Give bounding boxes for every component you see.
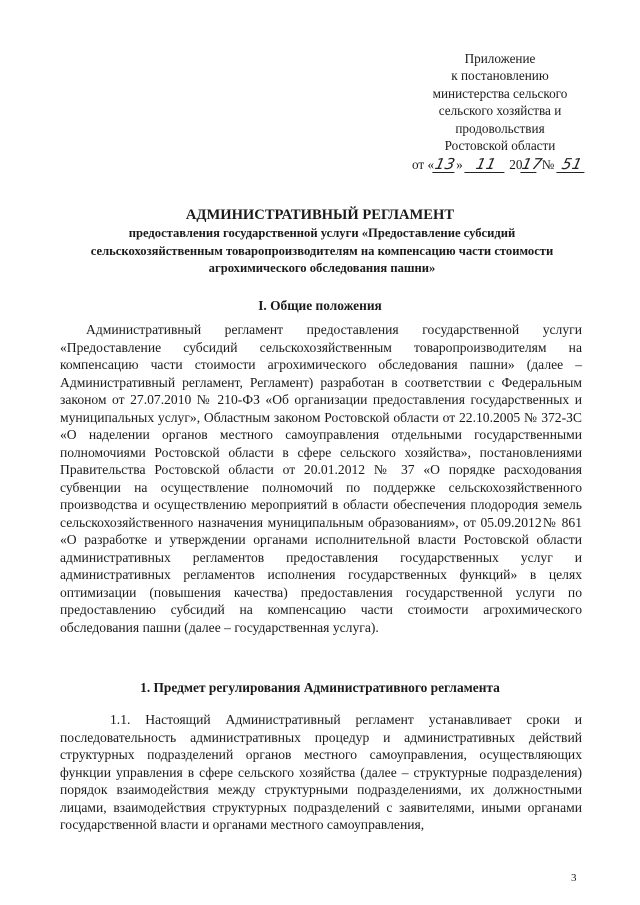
decree-date-number xyxy=(412,156,592,174)
handwritten-number: 51 xyxy=(556,157,587,173)
appendix-block xyxy=(410,50,590,154)
paragraph-general-provisions: Административный регламент предоставления государственной услуги «Предоставление субсидий сельскохозяйственным товаропроизводителям на компенсацию части стоимости агрохимического обследования пашни» (далее – Административный регламент, Регламент) разработан в соответствии с Федеральным законом от 27.07.2010 № 210-ФЗ «Об организации предоставления государственных и муниципальных услуг», Областным законом Ростовской области от 22.10.2005 № 372-ЗС «О наделении органов местного самоуправления отдельными государственными полномочиями Ростовской области в сфере сельского хозяйства», постановлениями Правительства Ростовской области от 20.01.2012 № 37 «О порядке расходования субвенции на осуществление полномочий по поддержке сельскохозяйственного производства и осуществлению мероприятий в области обеспечения плодородия земель сельскохозяйственного назначения муниципальным образованиям», от 05.09.2012№ 861 «О разработке и утверждении органами исполнительной власти Ростовской области административных регламентов предоставления государственных услуг и административных регламентов исполнения государственных функций» в целях оптимизации (повышения качества) предоставления государственной услуги по предоставлению субсидий на компенсацию части стоимости агрохимического обследования пашни (далее – государственная услуга). xyxy=(60,322,582,635)
appendix-line: продовольствия xyxy=(455,120,545,136)
date-sep: » xyxy=(456,157,463,172)
number-label: № xyxy=(541,157,555,172)
document-subtitle: предоставления государственной услуги «Предоставление субсидий сельскохозяйственным товаропроизводителям на компенсацию части стоимости агрохимического обследования пашни» xyxy=(90,226,554,275)
year-prefix: 20 xyxy=(509,157,523,172)
appendix-line: Приложение xyxy=(464,51,536,66)
appendix-line: Ростовской области xyxy=(444,138,556,154)
page-number: 3 xyxy=(571,872,577,884)
appendix-line: сельского хозяйства и xyxy=(438,103,562,119)
appendix-line: к постановлению xyxy=(451,68,549,84)
paragraph-subject: 1.1. Настоящий Административный регламент устанавливает сроки и последовательность административных процедур и административных действий структурных подразделений органов местного самоуправления, осуществляющих функции управления в сфере сельского хозяйства (далее – структурные подразделения) порядок взаимодействия между структурными подразделениями, их должностными лицами, взаимодействия структурных подразделений с заявителями, иными органами государственной власти и органами местного самоуправления, xyxy=(60,712,582,832)
section-heading: I. Общие положения xyxy=(258,298,382,313)
handwritten-year: 17 xyxy=(520,155,545,173)
section-heading: 1. Предмет регулирования Административного регламента xyxy=(140,680,500,695)
handwritten-month: 11 xyxy=(464,157,507,173)
appendix-line: министерства сельского xyxy=(432,85,568,101)
document-title: АДМИНИСТРАТИВНЫЙ РЕГЛАМЕНТ xyxy=(185,207,455,223)
date-prefix: от « xyxy=(412,157,435,172)
handwritten-day: 13 xyxy=(433,155,458,173)
